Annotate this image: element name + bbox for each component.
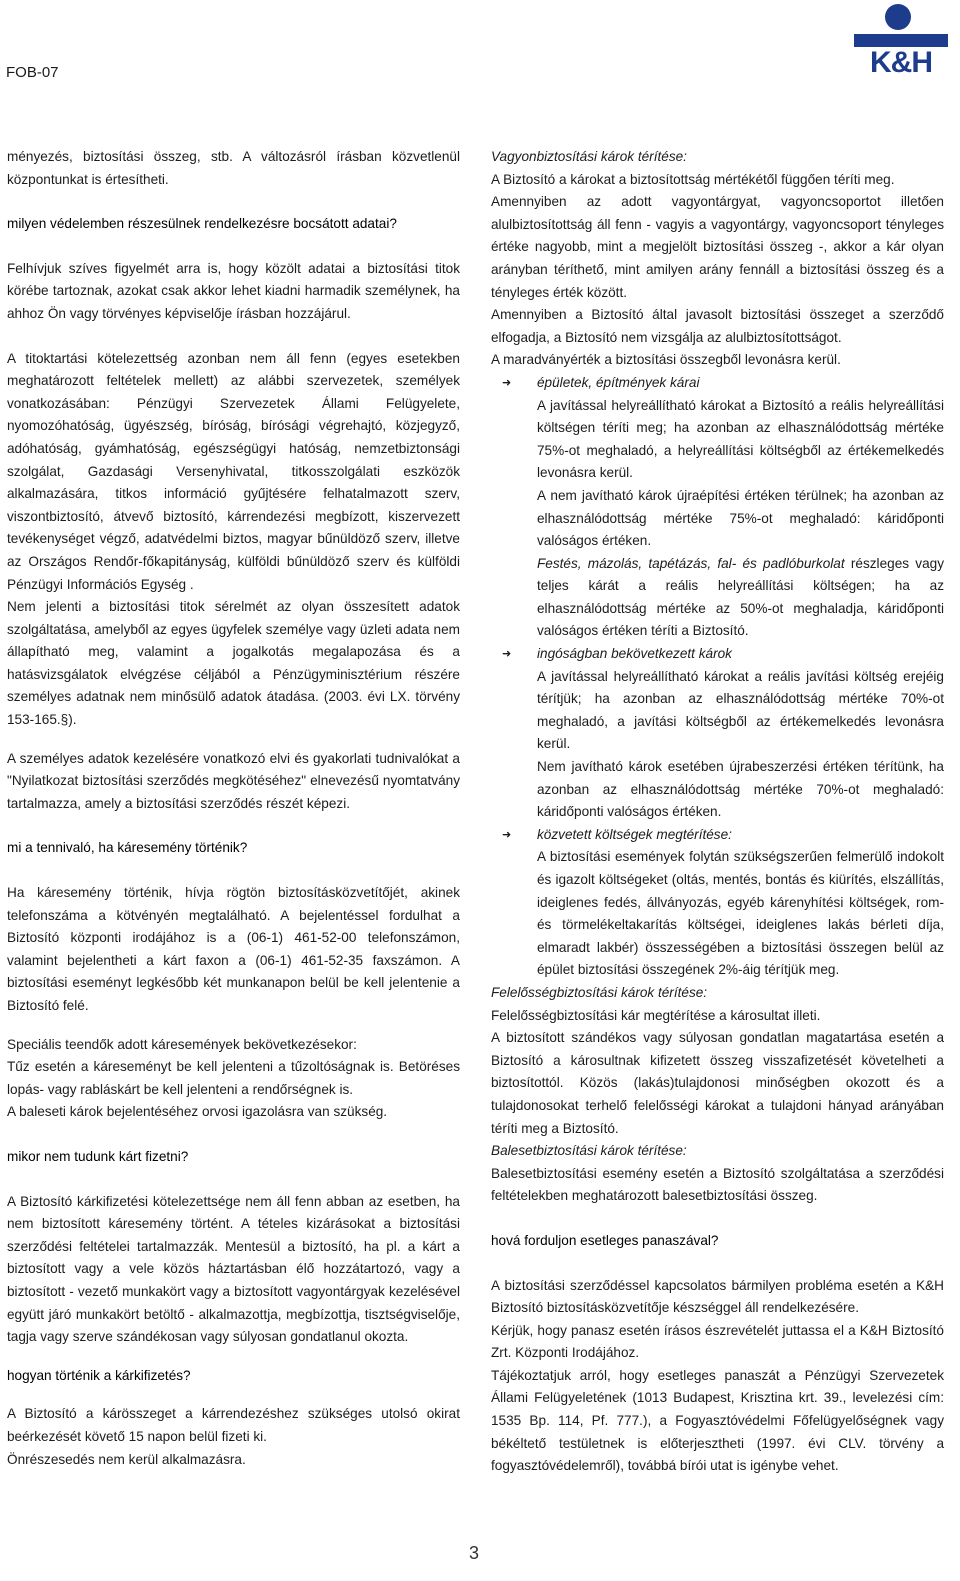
kh-logo (850, 0, 952, 82)
paragraph: A biztosítási szerződéssel kapcsolatos bármilyen probléma esetén a K&H Biztosító biztosításközvetítője készséggel áll rendelkezésére. (491, 1277, 944, 1316)
italic-phrase: Festés, mázolás, tapétázás, fal- és padlóburkolat (537, 555, 845, 571)
subsection-title: Vagyonbiztosítási károk térítése: (491, 149, 687, 164)
paragraph: Amennyiben a Biztosító által javasolt biztosítási összeget a szerződő elfogadja, a Biztosító nem vizsgálja az alulbiztosítottságot. (491, 307, 944, 345)
right-column (491, 146, 944, 1478)
paragraph: A titoktartási kötelezettség azonban nem áll fenn (egyes esetekben meghatározott feltételek mellett) az alábbi szervezetek, személyek vonatkozásában: Pénzügyi Szervezetek Állami Felügyelete, nyomozóhatóság, ügyészség, bíróság, bírósági végrehajtó, közjegyző, adóhatóság, gyámhatóság, egészségügyi hatóság, nemzetbiztonsági szolgálat, Gazdasági Versenyhivatal, titkosszolgálati eszközök alkalmazására, titkos információ gyűjtésére felhatalmazott szerv, viszontbiztosító, átvevő biztosító, kárrendezési megbízott, kiszervezett tevékenységet végző, adatvédelmi biztos, magyar bűnüldöző szerv, illetve az Országos Rendőr-főkapitányság, külföldi bűnüldöző szerv és külföldi Pénzügyi Információs Egység . (7, 350, 460, 592)
section-heading: hová forduljon esetleges panaszával? (491, 1232, 719, 1248)
left-column (7, 146, 460, 1471)
bullet-item (491, 643, 944, 666)
section-heading: mikor nem tudunk kárt fizetni? (7, 1148, 189, 1164)
logo-ball-icon (885, 4, 911, 30)
paragraph: Nem javítható károk esetében újrabeszerzési értéken térítünk, ha azonban az elhasználódottság mértéke 70%-ot meghaladó: káridőponti valóságos értéken. (537, 759, 944, 820)
bullet-item (491, 824, 944, 847)
bullet-label: épületek, építmények kárai (537, 374, 700, 390)
paragraph: Tűz esetén a káreseményt be kell jelenteni a tűzoltóságnak is. Betöréses lopás- vagy rabláskárt be kell jelenteni a rendőrségnek is. (7, 1059, 460, 1097)
page-number: 3 (469, 1543, 480, 1563)
paragraph: Balesetbiztosítási esemény esetén a Biztosító szolgáltatása a szerződési feltételekben meghatározott balesetbiztosítási összeg. (491, 1165, 944, 1204)
bullet-item (491, 372, 944, 395)
paragraph: A Biztosító a kárösszeget a kárrendezéshez szükséges utolsó okirat beérkezését követő 15 napon belül fizeti ki. (7, 1406, 460, 1444)
section-heading: hogyan történik a kárkifizetés? (7, 1367, 191, 1383)
section-heading: mi a tennivaló, ha káresemény történik? (7, 840, 248, 856)
paragraph: A biztosított szándékos vagy súlyosan gondatlan magatartása esetén a Biztosító a károsultnak kifizetett összeg visszafizetését követelheti a biztosítottól. Közös (lakás)tulajdonosi minőségben okozott és a tulajdonosokat terhelő felelősségi károkat a tulajdoni hányad arányában téríti meg a Biztosító. (491, 1030, 944, 1136)
logo-text: K&H (870, 46, 932, 79)
paragraph: A Biztosító kárkifizetési kötelezettsége nem áll fenn abban az esetben, ha nem biztosított káresemény történt. A tételes kizárásokat a biztosítási szerződési feltételei tartalmazzák. Mentesül a biztosító, ha pl. a kárt a biztosított vagy a vele közös háztartásban élő hozzátartozó, vagy a biztosított - vezető munkakört vagy a biztosított vagyontárgyak kezelésével együtt járó munkakört betöltő - alkalmazottja, megbízottja, tisztségviselője, tagja vagy szerve szándékosan vagy súlyosan gondatlanul okozta. (7, 1193, 460, 1345)
bullet-label: közvetett költségek megtérítése: (537, 826, 732, 842)
arrow-icon: ➜ (502, 648, 512, 661)
paragraph-rest: részleges vagy teljes kárát a reális helyreállítási költségen; ha az elhasználódottság mértéke az 50%-ot meghaladja, káridőponti valóságos értéken téríti a Biztosító. (537, 555, 944, 639)
paragraph (491, 553, 944, 643)
paragraph: Amennyiben az adott vagyontárgyat, vagyoncsoportot illetően alulbiztosítottság áll fenn - vagyis a vagyontárgy, vagyoncsoport tényleges értéke nagyobb, mint a megjelölt biztosítási összeg -, akkor a kár olyan arányban téríthető, mint amilyen arány fennáll a biztosítási összeg és a tényleges érték között. (491, 194, 944, 300)
section-heading: milyen védelemben részesülnek rendelkezésre bocsátott adatai? (7, 216, 397, 232)
paragraph: Felelősségbiztosítási kár megtérítése a károsultat illeti. (491, 1007, 821, 1023)
paragraph: A javítással helyreállítható károkat a Biztosító a reális helyreállítási költségen téríti meg; ha azonban az elhasználódottság mértéke 75%-ot meghaladó, a helyreállítási költségből az értékemelkedés levonásra kerül. (537, 397, 944, 481)
arrow-icon: ➜ (502, 376, 512, 389)
paragraph: Nem jelenti a biztosítási titok sérelmét az olyan összesített adatok szolgáltatása, amelyből az egyes ügyfelek személye vagy üzleti adata nem állapítható meg, valamint a jogalkotás megalapozása és a hatásvizsgálatok elvégzése céljából a Pénzügyminisztérium részére személyes adatnak nem minősülő adatok átadása. (2003. évi LX. törvény 153-165.§). (7, 599, 460, 728)
paragraph: A nem javítható károk újraépítési értéken térülnek; ha azonban az elhasználódottság mértéke 75%-ot meghaladó: káridőponti valóságos értéken. (537, 487, 944, 549)
paragraph: Kérjük, hogy panasz esetén írásos észrevételét juttassa el a K&H Biztosító Zrt. Központi Irodájához. (491, 1322, 944, 1361)
paragraph: Felhívjuk szíves figyelmét arra is, hogy közölt adatai a biztosítási titok körébe tartoznak, azokat csak akkor lehet kiadni harmadik személynek, ha ahhoz Ön vagy törvényes képviselője írásban hozzájárul. (7, 260, 460, 321)
bullet-label: ingóságban bekövetkezett károk (537, 646, 732, 662)
paragraph: A maradványérték a biztosítási összegből levonásra kerül. (491, 352, 841, 368)
paragraph: A baleseti károk bejelentéséhez orvosi igazolásra van szükség. (7, 1104, 388, 1120)
paragraph: ményezés, biztosítási összeg, stb. A változásról írásban közvetlenül központunkat is értesítheti. (7, 149, 460, 187)
paragraph: Speciális teendők adott káresemények bekövetkezésekor: (7, 1036, 357, 1052)
paragraph: A személyes adatok kezelésére vonatkozó elvi és gyakorlati tudnivalókat a "Nyilatkozat biztosítási szerződés megkötéséhez" elnevezésű nyomtatvány tartalmazza, amely a biztosítási szerződés részét képezi. (7, 750, 460, 811)
subsection-title: Balesetbiztosítási károk térítése: (491, 1143, 687, 1159)
paragraph: Ha káresemény történik, hívja rögtön biztosításközvetítőjét, akinek telefonszáma a kötvényén megtalálható. A bejelentéssel fordulhat a Biztosító központi irodájához is a (06-1) 461-52-00 telefonszámon, valamint bejelentheti a kárt faxon a (06-1) 461-52-35 faxszámon. A biztosítási eseményt legkésőbb két munkanapon belül be kell jelentenie a Biztosító felé. (7, 885, 460, 1013)
paragraph: Tájékoztatjuk arról, hogy esetleges panaszát a Pénzügyi Szervezetek Állami Felügyeletének (1013 Budapest, Krisztina krt. 39., levelezési cím: 1535 Bp. 114, Pf. 777.), a Fogyasztóvédelmi Főfelügyelőségnek vagy békéltető testületnek is előterjesztheti (1997. évi CLV. törvény a fogyasztóvédelemről), továbbá bírói utat is igénybe vehet. (491, 1367, 944, 1474)
arrow-icon: ➜ (502, 828, 512, 841)
paragraph: A Biztosító a károkat a biztosítottság mértékétől függően téríti meg. (491, 171, 895, 187)
paragraph: A javítással helyreállítható károkat a reális javítási költség erejéig térítjük; ha azonban az elhasználódottság mértéke 70%-ot meghaladó, a javítási költségből az értékemelkedés levonásra kerül. (537, 668, 944, 752)
paragraph: Önrészesedés nem kerül alkalmazásra. (7, 1451, 246, 1467)
paragraph: A biztosítási események folytán szükségszerűen felmerülő indokolt és igazolt költségeket (oltás, mentés, bontás és kiürítés, elszállítás, ideiglenes fedés, állványozás, egyéb kárenyhítési költségek, rom- és törmelékeltakarítás költségei, ideiglenes lakás bérleti díja, elmaradt lakbér) összességében a biztosítási összegen belül az épület biztosítási összegének 2%-áig térítjük meg. (537, 849, 944, 978)
subsection-title: Felelősségbiztosítási károk térítése: (491, 984, 708, 1000)
header-code: FOB-07 (6, 64, 59, 81)
